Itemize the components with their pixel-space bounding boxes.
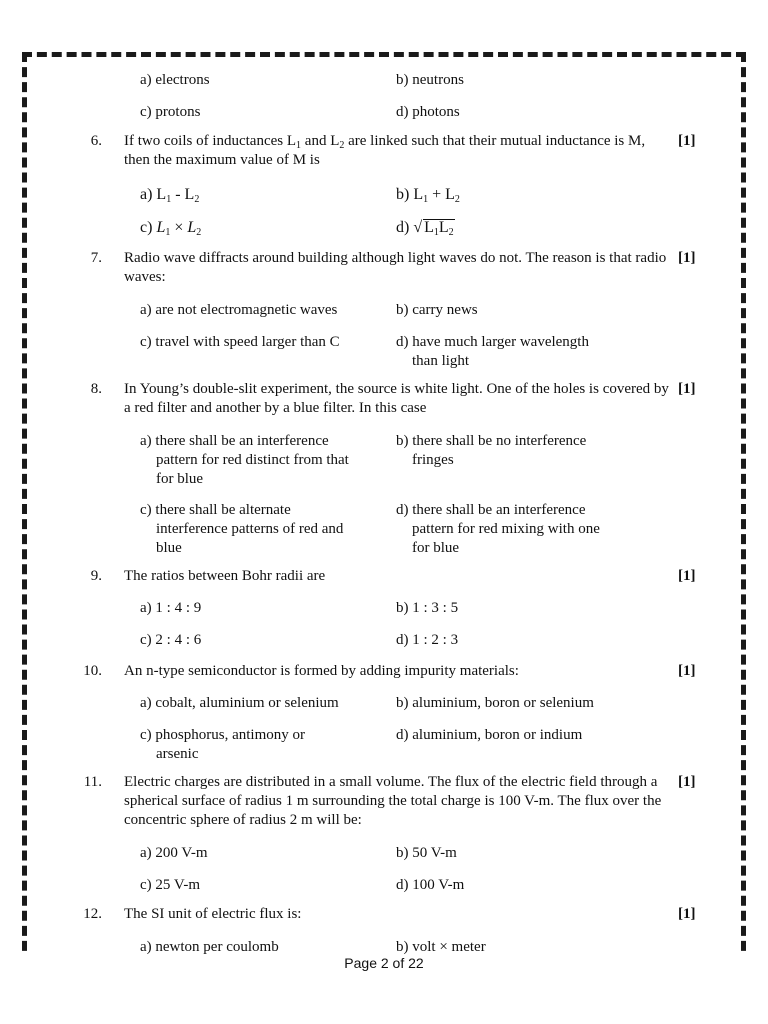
q5-option-c: c) protons [140,104,201,120]
q8-option-c: c) there shall be alternate interference patterns of red and blue [140,502,344,556]
q6-mark: [1] [678,133,696,149]
q11-number: 11. [83,774,102,790]
q9-option-a: a) 1 : 4 : 9 [140,600,202,616]
q8-text: In Young’s double-slit experiment, the source is white light. One of the holes is covered by a red filter and another by a blue filter. In this case [124,381,669,416]
q6-option-b: b) $L_1 + L_2$ [396,186,460,205]
q7-mark: [1] [678,250,696,266]
q12-option-a: a) newton per coulomb [140,939,279,955]
q7-option-d: d) have much larger wavelength than light [396,334,589,369]
q6-text: If two coils of inductances $L_1$ and $L_2$ are linked such that their mutual inductance is M, then the maximum value of M is [124,133,646,168]
q11-mark: [1] [678,774,696,790]
q7-option-a: a) are not electromagnetic waves [140,302,338,318]
q6-option-a: a) $L_1 - L_2$ [140,186,200,205]
q9-text: The ratios between Bohr radii are [124,568,326,584]
q10-option-b: b) aluminium, boron or selenium [396,695,594,711]
q9-mark: [1] [678,568,696,584]
q9-option-d: d) 1 : 2 : 3 [396,632,459,648]
q10-option-a: a) cobalt, aluminium or selenium [140,695,339,711]
q11-option-c: c) 25 V-m [140,877,200,893]
page-footer [0,955,768,971]
q10-text: An n-type semiconductor is formed by adding impurity materials: [124,663,519,679]
q10-option-d: d) aluminium, boron or indium [396,727,583,743]
q8-option-b: b) there shall be no interference fringes [396,433,587,468]
q10-mark: [1] [678,663,696,679]
q9-option-b: b) 1 : 3 : 5 [396,600,459,616]
q5-option-d: d) photons [396,104,460,120]
q12-text: The SI unit of electric flux is: [124,906,302,922]
q9-option-c: c) 2 : 4 : 6 [140,632,202,648]
q6-option-d: d) √ $L_1L_2$ [396,219,454,238]
q12-mark: [1] [678,906,696,922]
q7-option-c: c) travel with speed larger than C [140,334,340,350]
q7-text: Radio wave diffracts around building although light waves do not. The reason is that radio waves: [124,250,667,285]
q7-number: 7. [90,250,102,266]
q6-number: 6. [90,133,102,149]
q12-option-b: b) volt × meter [396,939,486,955]
q11-option-b: b) 50 V-m [396,845,457,861]
q9-number: 9. [90,568,102,584]
q11-option-a: a) 200 V-m [140,845,208,861]
q12-number: 12. [83,906,102,922]
q8-option-d: d) there shall be an interference pattern for red mixing with one for blue [396,502,600,556]
q11-option-d: d) 100 V-m [396,877,465,893]
q8-mark: [1] [678,381,696,397]
sqrt-radicand: $L_1L_2$ [424,219,454,238]
q11-text: Electric charges are distributed in a small volume. The flux of the electric field through a spherical surface of radius 1 m surrounding the total charge is 100 V-m. The flux over the concentric sphere of radius 2 m will be: [124,774,662,828]
q10-number: 10. [83,663,102,679]
q7-option-b: b) carry news [396,302,478,318]
q5-option-b: b) neutrons [396,72,464,88]
q8-option-a: a) there shall be an interference pattern for red distinct from that for blue [140,433,349,487]
q6-option-c: c) $L_1 \times L_2$ [140,219,202,238]
q5-option-a: a) electrons [140,72,210,88]
q8-number: 8. [90,381,102,397]
q10-option-c: c) phosphorus, antimony or arsenic [140,727,305,762]
page-number: Page 2 of 22 [338,955,429,971]
